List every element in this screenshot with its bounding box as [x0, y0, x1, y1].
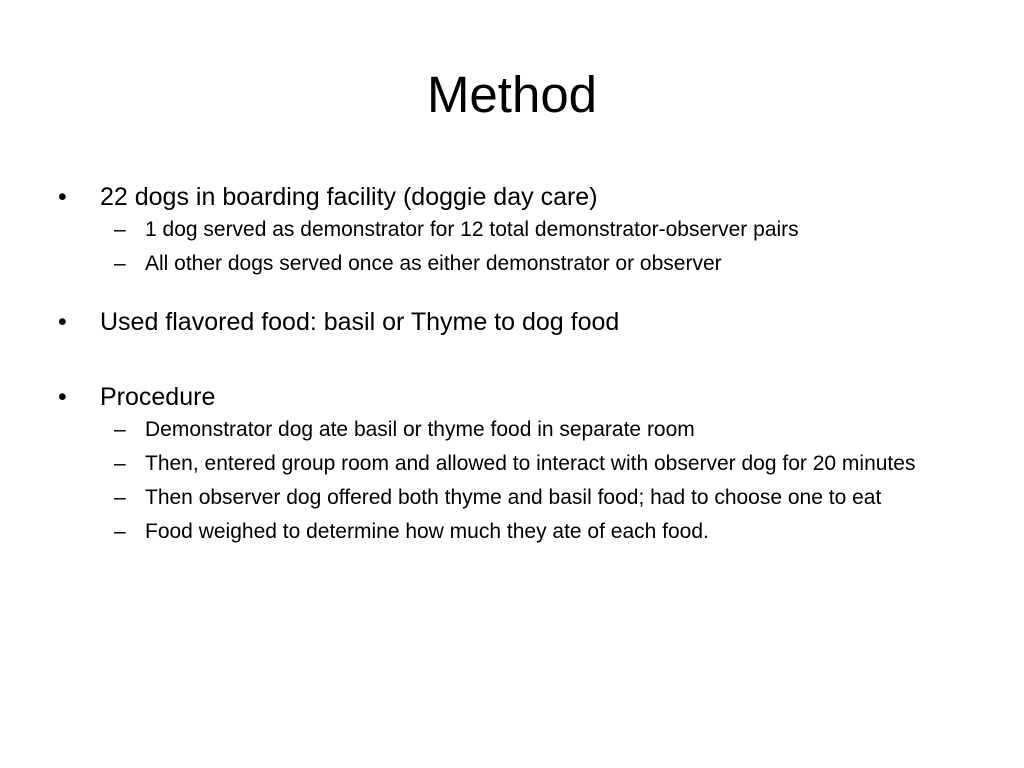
slide-title: Method	[426, 66, 598, 123]
spacer	[58, 284, 958, 303]
sub-item	[58, 216, 958, 243]
sub-item-text: Then observer dog offered both thyme and basil food; had to choose one to eat	[145, 486, 882, 509]
sub-list	[58, 416, 958, 545]
sub-item	[58, 484, 958, 511]
slide-body	[58, 178, 958, 552]
bullet-item	[58, 178, 958, 216]
sub-item-text: 1 dog served as demonstrator for 12 total demonstrator-observer pairs	[145, 218, 799, 241]
spacer	[58, 341, 958, 378]
dash-icon: –	[114, 486, 126, 509]
bullet-dot-icon: •	[58, 183, 67, 211]
sub-item	[58, 416, 958, 443]
dash-icon: –	[114, 252, 126, 275]
bullet-item	[58, 303, 958, 341]
sub-item	[58, 250, 958, 277]
sub-item-text: Food weighed to determine how much they ate of each food.	[145, 520, 709, 543]
bullet-dot-icon: •	[58, 308, 67, 336]
sub-item	[58, 450, 958, 477]
bullet-text: Procedure	[100, 383, 216, 411]
sub-item-text: All other dogs served once as either demonstrator or observer	[145, 252, 722, 275]
sub-item	[58, 518, 958, 545]
sub-list	[58, 216, 958, 277]
sub-item-text: Demonstrator dog ate basil or thyme food in separate room	[145, 418, 695, 441]
dash-icon: –	[114, 218, 126, 241]
bullet-dot-icon: •	[58, 383, 67, 411]
bullet-item	[58, 378, 958, 416]
dash-icon: –	[114, 452, 126, 475]
dash-icon: –	[114, 520, 126, 543]
bullet-text: 22 dogs in boarding facility (doggie day care)	[100, 183, 598, 211]
dash-icon: –	[114, 418, 126, 441]
bullet-text: Used flavored food: basil or Thyme to dog food	[100, 308, 620, 336]
sub-item-text: Then, entered group room and allowed to interact with observer dog for 20 minutes	[145, 452, 916, 475]
